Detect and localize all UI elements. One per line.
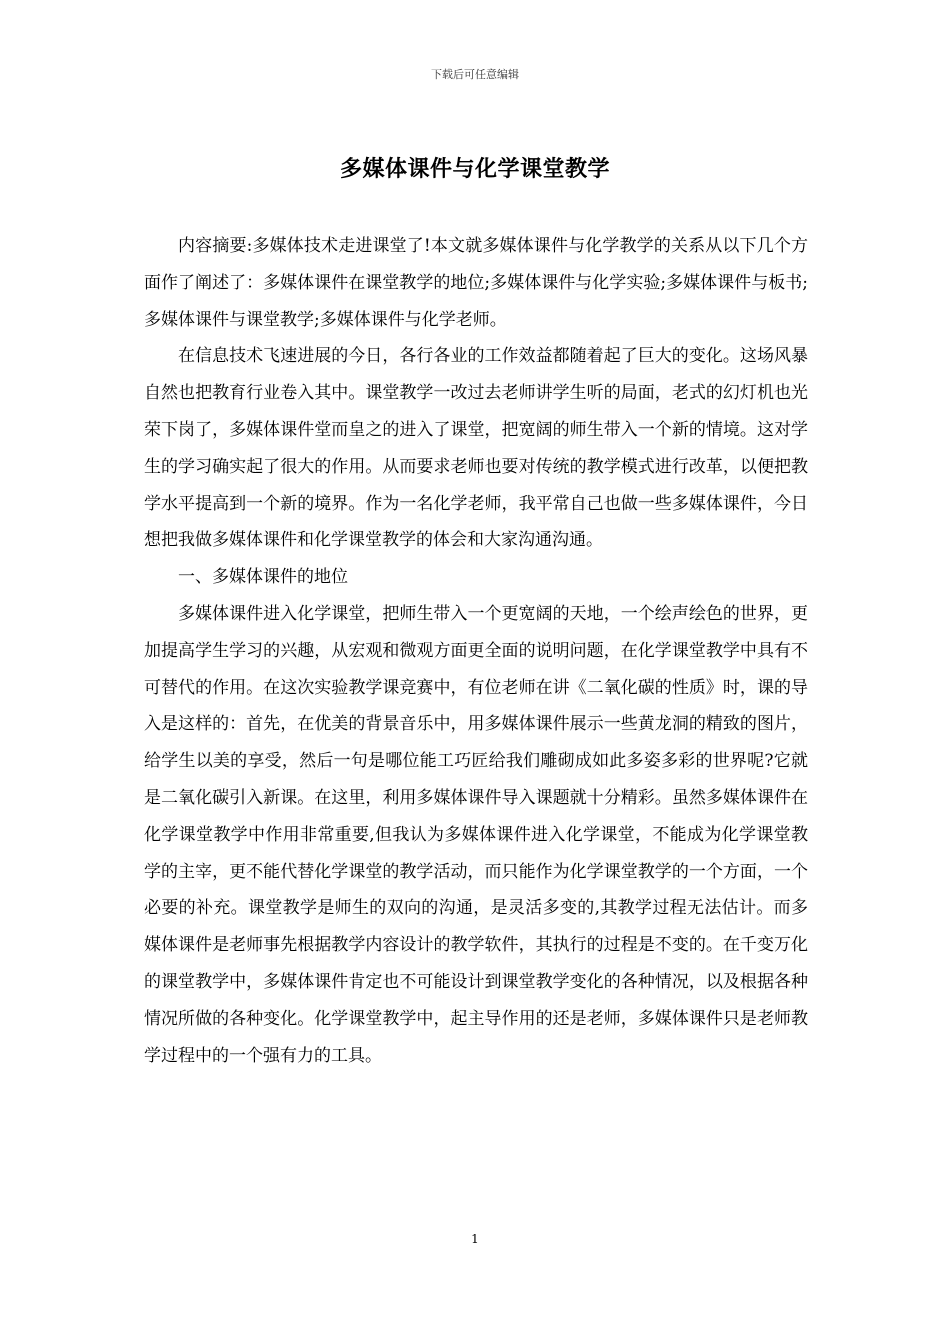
document-body: [144, 228, 808, 1074]
body-paragraph: 多媒体课件进入化学课堂，把师生带入一个更宽阔的天地，一个绘声绘色的世界，更加提高学生学习的兴趣，从宏观和微观方面更全面的说明问题，在化学课堂教学中具有不可替代的作用。在这次实验教学课竞赛中，有位老师在讲《二氧化碳的性质》时，课的导入是这样的：首先，在优美的背景音乐中，用多媒体课件展示一些黄龙洞的精致的图片，给学生以美的享受，然后一句是哪位能工巧匠给我们雕砌成如此多姿多彩的世界呢?它就是二氧化碳引入新课。在这里，利用多媒体课件导入课题就十分精彩。虽然多媒体课件在化学课堂教学中作用非常重要,但我认为多媒体课件进入化学课堂，不能成为化学课堂教学的主宰，更不能代替化学课堂的教学活动，而只能作为化学课堂教学的一个方面，一个必要的补充。课堂教学是师生的双向的沟通，是灵活多变的,其教学过程无法估计。而多媒体课件是老师事先根据教学内容设计的教学软件，其执行的过程是不变的。在千变万化的课堂教学中，多媒体课件肯定也不可能设计到课堂教学变化的各种情况，以及根据各种情况所做的各种变化。化学课堂教学中，起主导作用的还是老师，多媒体课件只是老师教学过程中的一个强有力的工具。: [144, 603, 808, 1066]
document-title: 多媒体课件与化学课堂教学: [339, 156, 610, 182]
page-header-note: 下载后可任意编辑: [431, 68, 519, 81]
body-paragraph: 在信息技术飞速进展的今日，各行各业的工作效益都随着起了巨大的变化。这场风暴自然也把教育行业卷入其中。课堂教学一改过去老师讲学生听的局面，老式的幻灯机也光荣下岗了，多媒体课件堂而皇之的进入了课堂，把宽阔的师生带入一个新的情境。这对学生的学习确实起了很大的作用。从而要求老师也要对传统的教学模式进行改革，以便把教学水平提高到一个新的境界。作为一名化学老师，我平常自己也做一些多媒体课件，今日想把我做多媒体课件和化学课堂教学的体会和大家沟通沟通。: [144, 346, 808, 551]
section-heading: 一、多媒体课件的地位: [178, 567, 348, 588]
abstract-paragraph: 内容摘要:多媒体技术走进课堂了!本文就多媒体课件与化学教学的关系从以下几个方面作了阐述了：多媒体课件在课堂教学的地位;多媒体课件与化学实验;多媒体课件与板书;多媒体课件与课堂教学;多媒体课件与化学老师。: [144, 236, 808, 330]
page-number: 1: [471, 1232, 479, 1246]
